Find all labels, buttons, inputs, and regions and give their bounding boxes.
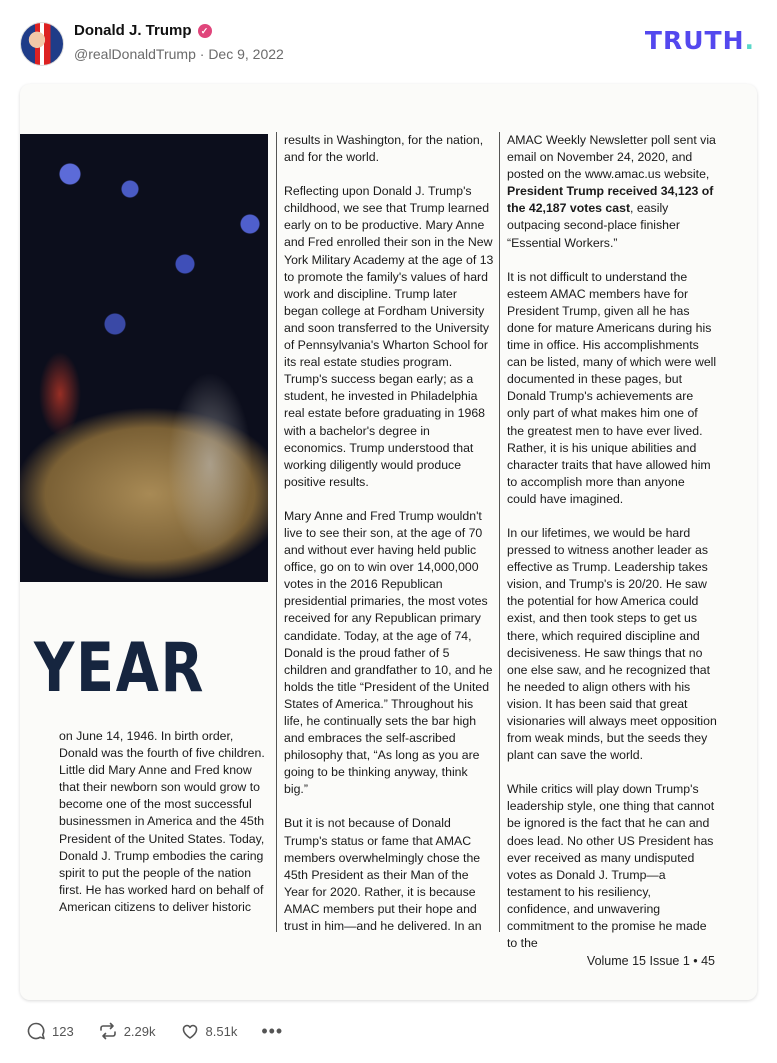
magazine-page xyxy=(20,84,757,1000)
paragraph: Reflecting upon Donald J. Trump's childhood, we see that Trump learned early on to be productive. Mary Anne and Fred enrolled their son in the New York Military Academy at the age of 13 to promote the family's values of hard work and discipline. Trump later began college at Fordham University and soon transferred to the University of Pennsylvania's Wharton School for its real estate studies program. Trump's success began early; as a student, he invested in Philadelphia real estate before graduating in 1968 with a bachelor's degree in economics. Trump understood that working diligently would produce positive results. xyxy=(284,184,494,489)
avatar[interactable] xyxy=(20,22,64,66)
post-header xyxy=(20,20,757,66)
paragraph: While critics will play down Trump's leadership style, one thing that cannot be ignored is the fact that he can and does lead. No other US President has ever received as many undisputed votes as Donald J. Trump—a testament to his resiliency, confidence, and unwavering commitment to the promise he made to the xyxy=(507,782,715,951)
post-actions xyxy=(26,1021,283,1041)
paragraph-text: AMAC Weekly Newsletter poll sent via email on November 24, 2020, and posted on the www.amac.us website, xyxy=(507,133,716,182)
post-date[interactable]: Dec 9, 2022 xyxy=(208,46,284,62)
post-meta xyxy=(74,46,284,62)
like-count: 8.51k xyxy=(205,1023,238,1039)
like-icon xyxy=(180,1021,200,1041)
logo-text: TRUTH xyxy=(644,26,745,55)
article-column-2 xyxy=(284,132,494,952)
handle[interactable]: @realDonaldTrump xyxy=(74,46,196,62)
paragraph-text: , easily outpacing second-place finisher “Essential Workers.” xyxy=(507,201,680,250)
retruth-count: 2.29k xyxy=(123,1023,156,1039)
reply-count: 123 xyxy=(52,1023,74,1039)
retruth-button[interactable] xyxy=(98,1021,156,1041)
reply-button[interactable] xyxy=(26,1021,74,1041)
post-image[interactable] xyxy=(20,84,757,1000)
article-heading: YEAR xyxy=(34,629,206,708)
display-name[interactable]: Donald J. Trump xyxy=(74,22,192,39)
like-button[interactable] xyxy=(180,1021,238,1041)
page-footer: Volume 15 Issue 1 • 45 xyxy=(586,954,715,968)
paragraph: In our lifetimes, we would be hard pressed to witness another leader as effective as Trump. Leadership takes vision, and Trump's is 20/20. He saw the potential for how America could exist, and then took steps to get us there, which required discipline and decisiveness. He saw things that no one else saw, and he recognized that he needed to align others with his vision. It has been said that great visionaries will always meet opposition from weak minds, but the seeds they plant can save the world. xyxy=(507,525,717,763)
paragraph: Mary Anne and Fred Trump wouldn't live to see their son, at the age of 70 and without ever having held public office, go on to win over 14,000,000 votes in the 2016 Republican presidential primaries, the most votes received for any Republican primary candidate. Today, at the age of 74, Donald is the proud father of 5 children and grandfather to 10, and he holds the title “President of the United States of America.” Throughout his life, he continually sets the bar high and embraces the self-ascribed philosophy that, “As long as you are going to be thinking anyway, think big.” xyxy=(284,508,493,797)
meta-separator: · xyxy=(199,46,205,62)
article-photo xyxy=(20,134,268,582)
paragraph xyxy=(507,132,717,252)
article-column-1 xyxy=(59,728,269,933)
more-icon[interactable]: ••• xyxy=(261,1021,284,1041)
author-row xyxy=(74,22,212,39)
truth-logo[interactable] xyxy=(645,26,755,55)
logo-dot: . xyxy=(744,26,755,55)
verified-badge-icon: ✓ xyxy=(198,24,212,38)
reply-icon xyxy=(26,1021,46,1041)
paragraph: on June 14, 1946. In birth order, Donald was the fourth of five children. Little did Mary Anne and Fred know that their newborn son would grow to become one of the most successful businessmen in America and the 45th President of the United States. Today, Donald J. Trump embodies the caring spirit to put the people of the nation first. He has worked hard on behalf of American citizens to deliver historic xyxy=(59,729,265,914)
column-divider xyxy=(276,132,277,932)
paragraph: But it is not because of Donald Trump's status or fame that AMAC members overwhelmingly chose the 45th President as their Man of the Year for 2020. Rather, it is because AMAC members put their hope and trust in him—and he delivered. In an xyxy=(284,816,482,934)
article-column-3 xyxy=(507,132,717,969)
bold-text: President Trump received 34,123 of the 42,187 votes cast xyxy=(507,184,714,216)
column-divider xyxy=(499,132,500,932)
paragraph: results in Washington, for the nation, and for the world. xyxy=(284,133,484,165)
retruth-icon xyxy=(98,1021,118,1041)
paragraph: It is not difficult to understand the esteem AMAC members have for President Trump, given all he has done for mature Americans during his time in office. His accomplishments can be listed, many of which were well documented in these pages, but Donald Trump's achievements are only part of what makes him one of the greatest men to have ever lived. Rather, it is his unique abilities and character traits that have allowed him to accomplish more than anyone could have imagined. xyxy=(507,269,717,506)
